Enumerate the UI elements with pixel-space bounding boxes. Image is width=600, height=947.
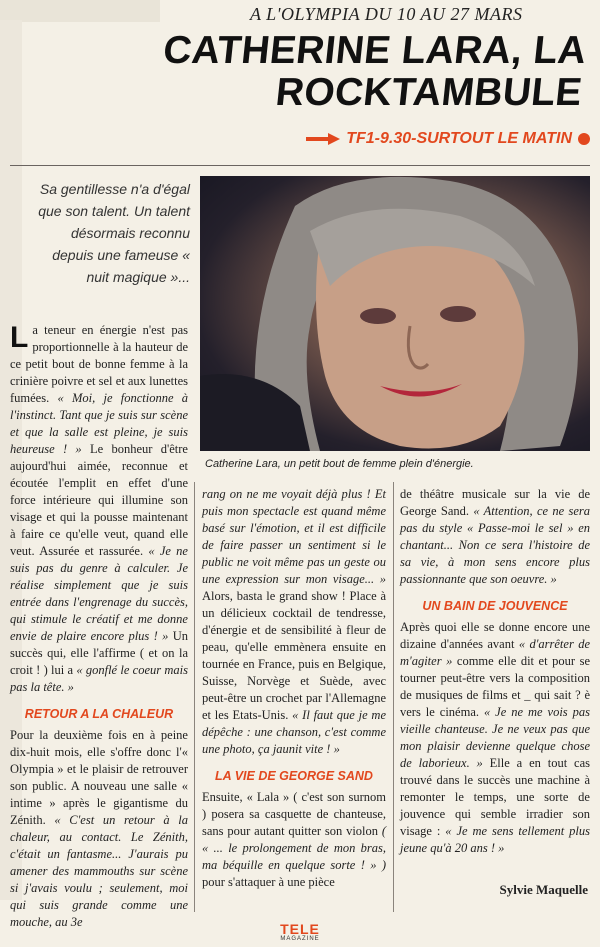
portrait-illustration: [200, 176, 590, 451]
quote: rang on ne me voyait déjà plus ! Et puis mon spectacle est quand même basé sur l'émotion, et il est difficile de faire passer un sentiment si le public ne voit même pas un geste ou une expression sur mon visage... »: [202, 487, 386, 586]
text: Alors, basta le grand show ! Place à un délicieux cocktail de tendresse, d'énergie et de sensibilité à fleur de peau, qu'elle emmènera ensuite en tournée en France, puis en Belgique, Suisse, Norvège et Suède, avec peut-être un crochet par l'Allemagne et les Etats-Unis.: [202, 589, 386, 722]
text: comme elle dit et pour se tourner peut-être vers la composition de musiques de films et _ qui sait ? è vers le cinéma.: [400, 654, 590, 719]
quote: « Je ne me vois pas vieille chanteuse. Je ne veux pas que mon plaisir devienne quelque chose de laborieux. »: [400, 705, 590, 770]
header-rule: [10, 165, 590, 166]
article-column-1: [10, 322, 188, 931]
text: pour s'attaquer à une pièce: [202, 875, 335, 889]
paragraph: [202, 789, 386, 891]
paragraph: [10, 322, 188, 696]
author-signature: Sylvie Maquelle: [499, 882, 588, 897]
quote: « Moi, je fonctionne à l'instinct. Tant que je suis sur scène et que la salle est pleine, je suis heureuse ! »: [10, 391, 188, 456]
text: Pour la deuxième fois en à peine dix-huit mois, elle s'offre donc l'« Olympia » et le plaisir de retrouver son public. A nouveau une salle « intime » après le gigantisme du Zénith.: [10, 728, 188, 827]
neighbor-page-strip: [0, 0, 160, 22]
text: Le bonheur d'être aujourd'hui aimée, reconnue et écoutée l'emplit en effet d'une force intérieure qui illumine son visage et qui la pousse maintenant à faire ce qu'elle veut, quand elle veut. Assurée et rassurée.: [10, 442, 188, 558]
photo-caption: Catherine Lara, un petit bout de femme plein d'énergie.: [205, 458, 474, 470]
arrow-right-icon: [306, 133, 340, 145]
text: Ensuite, « Lala » ( c'est son surnom ) posera sa casquette de chanteuse, sans pour autant quitter son violon: [202, 790, 386, 838]
column-rule: [194, 482, 195, 912]
text: Elle a en tout cas trouvé dans le succès une machine à remonter le temps, une sorte de jouvence qui semble irradier son visage :: [400, 756, 590, 838]
intro-text: Sa gentillesse n'a d'égal que son talent. Un talent désormais reconnu depuis une fameuse « nuit magique »...: [38, 181, 190, 285]
subheading: UN BAIN DE JOUVENCE: [422, 599, 568, 613]
portrait-photo: [200, 176, 590, 451]
page-title: CATHERINE LARA, LA ROCKTAMBULE: [161, 29, 589, 114]
quote: « d'arrêter de m'agiter »: [400, 637, 591, 668]
paragraph: [202, 486, 386, 758]
quote: « C'est un retour à la chaleur, au contact. Le Zénith, c'était un fantasme... J'aurais pu amener des mammouths sur scène si j'avais voulu ; seulement, moi qui suis grande comme une mouche, au 3e: [10, 813, 189, 929]
subheading: RETOUR A LA CHALEUR: [24, 707, 174, 721]
quote: « Je ne suis pas du genre à calculer. Je réalise simplement que je suis entrée dans l'engrenage du succès, qui stimule le créatif et me donne envie de plaire encore plus ! »: [10, 544, 188, 643]
text: Après quoi elle se donne encore une dizaine d'années avant: [400, 620, 590, 651]
quote: ( « ... le prolongement de mon bras, ma béquille en quelque sorte ! » ): [202, 824, 386, 872]
subheading: LA VIE DE GEORGE SAND: [215, 769, 373, 783]
column-rule: [393, 482, 394, 912]
quote: « Il faut que je me dépêche : une chanson, c'est comme une photo, ça jaunit vite ! »: [202, 708, 386, 756]
text: a teneur en énergie n'est pas proportionnelle à la hauteur de ce petit bout de bonne femme à la crinière poivre et sel et aux lunettes fumées.: [10, 323, 188, 405]
logo-main: TELE: [280, 921, 320, 937]
article-column-2: [202, 486, 386, 891]
broadcast-line: [306, 130, 590, 148]
text: de théâtre musicale sur la vie de George Sand.: [400, 487, 590, 518]
drop-cap: L: [10, 321, 29, 354]
kicker: A L'OLYMPIA DU 10 AU 27 MARS: [250, 4, 523, 24]
quote: « Attention, ce ne sera pas du style « Passe-moi le sel » en chantant... Non ce sera l'histoire de sa vie, à mon sens encore plus passionnante que son oeuvre. »: [400, 504, 590, 586]
paragraph: [400, 619, 590, 857]
dot-icon: [578, 133, 590, 145]
broadcast-info: TF1-9.30-SURTOUT LE MATIN: [346, 130, 572, 147]
quote: « gonflé le coeur mais pas la tête. »: [10, 663, 188, 694]
magazine-logo: [280, 922, 320, 942]
paragraph: [10, 727, 188, 931]
logo-sub: MAGAZINE: [280, 936, 320, 942]
quote: « Je me sens tellement plus jeune qu'à 20 ans ! »: [400, 824, 590, 855]
paragraph: [400, 486, 590, 588]
text: Un succès qui, elle l'affirme ( et on la croit ! ) lui a: [10, 629, 189, 677]
article-column-3: [400, 486, 590, 857]
